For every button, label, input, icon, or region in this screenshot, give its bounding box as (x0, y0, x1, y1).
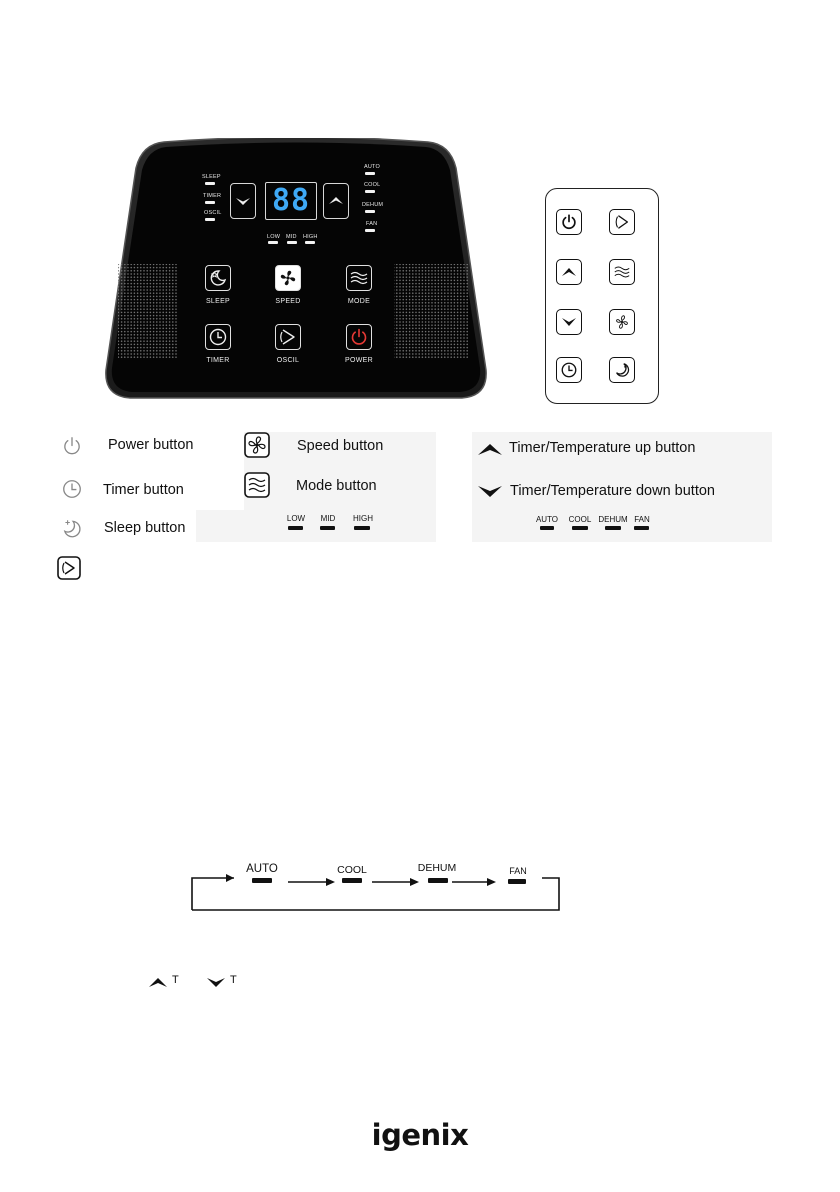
power-icon (349, 327, 369, 347)
legend-indicator-label-auto: AUTO (535, 515, 559, 524)
legend-oscil-icon-wrap (51, 553, 87, 585)
timer-icon (208, 327, 228, 347)
arrow-note-down-fragment: T (230, 974, 237, 986)
display-digits: 88 (271, 183, 311, 218)
indicator-led-high (305, 241, 315, 244)
sleep-icon (613, 361, 631, 379)
flow-bar-auto (252, 878, 272, 883)
flow-bar-dehum (428, 878, 448, 883)
legend-indicator-bar-cool (572, 526, 588, 530)
legend-sleep-text: Sleep button (104, 520, 186, 536)
chevron-up-icon (148, 977, 168, 988)
remote-timer-button[interactable] (556, 357, 582, 383)
legend-indicator-label-cool: COOL (568, 515, 592, 524)
legend-mode-text: Mode button (296, 478, 377, 494)
oscillation-icon (52, 554, 86, 584)
fan-icon (613, 313, 631, 331)
remote-power-button[interactable] (556, 209, 582, 235)
legend-indicator-label-fan: FAN (634, 515, 650, 524)
legend-timer-icon-wrap (60, 477, 84, 501)
chevron-down-icon (561, 316, 577, 328)
panel-speed-button[interactable] (275, 265, 301, 291)
remote-oscil-button[interactable] (609, 209, 635, 235)
legend-down-icon-wrap (476, 484, 504, 500)
sleep-icon (61, 517, 83, 539)
arrow-head (326, 878, 335, 886)
panel-power-label: POWER (345, 357, 373, 364)
panel-mode-button[interactable] (346, 265, 372, 291)
panel-sleep-button[interactable] (205, 265, 231, 291)
control-panel (104, 138, 488, 400)
legend-up-icon-wrap (476, 441, 504, 457)
power-icon (560, 213, 578, 231)
indicator-label-high: HIGH (303, 234, 318, 240)
panel-down-button[interactable] (230, 183, 256, 219)
legend-speed-icon-wrap (243, 431, 271, 459)
panel-sleep-label: SLEEP (205, 298, 231, 305)
legend-mode-icon-wrap (243, 471, 271, 499)
panel-power-button[interactable] (346, 324, 372, 350)
flow-label-auto: AUTO (246, 863, 278, 875)
remote-down-button[interactable] (556, 309, 582, 335)
legend-indicator-bar-mid (320, 526, 335, 530)
indicator-label-oscil: OSCIL (204, 210, 222, 216)
panel-speed-label: SPEED (275, 298, 301, 305)
legend-speed-text: Speed button (297, 438, 384, 454)
flow-label-fan: FAN (509, 866, 527, 876)
timer-icon (560, 361, 578, 379)
panel-timer-button[interactable] (205, 324, 231, 350)
oscillation-icon (613, 213, 631, 231)
chevron-up-icon (477, 442, 503, 456)
indicator-label-cool: COOL (364, 182, 381, 188)
remote-mode-button[interactable] (609, 259, 635, 285)
flow-label-dehum: DEHUM (417, 862, 457, 874)
speaker-grille-left (118, 264, 178, 358)
legend-indicator-bar-high (354, 526, 370, 530)
indicator-label-sleep: SLEEP (202, 174, 221, 180)
legend-indicator-bar-fan (634, 526, 649, 530)
fan-icon (243, 431, 271, 459)
sleep-icon (208, 268, 228, 288)
legend-indicator-bar-auto (540, 526, 554, 530)
legend-indicator-label-dehum: DEHUM (598, 515, 628, 524)
mode-icon (349, 268, 369, 288)
indicator-label-low: LOW (267, 234, 281, 240)
indicator-label-auto: AUTO (364, 164, 380, 170)
legend-indicator-label-mid: MID (320, 514, 336, 523)
chevron-down-icon (477, 485, 503, 499)
indicator-label-dehum: DEHUM (362, 202, 384, 208)
legend-sleep-icon-wrap (60, 516, 84, 540)
mode-icon (613, 263, 631, 281)
power-icon (61, 435, 83, 457)
fan-icon (278, 268, 298, 288)
indicator-led-cool (365, 190, 375, 193)
chevron-up-icon (561, 266, 577, 278)
legend-indicator-label-high: HIGH (353, 514, 373, 523)
indicator-label-mid: MID (286, 234, 297, 240)
remote-speed-button[interactable] (609, 309, 635, 335)
panel-up-button[interactable] (323, 183, 349, 219)
panel-mode-label: MODE (347, 298, 371, 305)
legend-power-text: Power button (108, 437, 194, 453)
mode-icon (243, 471, 271, 499)
indicator-led-sleep (205, 182, 215, 185)
legend-indicator-label-low: LOW (286, 514, 306, 523)
remote-control (545, 188, 659, 404)
legend-down-text: Timer/Temperature down button (510, 483, 715, 499)
arrow-head (226, 874, 234, 882)
indicator-led-timer (205, 201, 215, 204)
indicator-led-fan (365, 229, 375, 232)
flow-bar-fan (508, 879, 526, 884)
oscillation-icon (278, 327, 298, 347)
indicator-label-fan: FAN (366, 221, 378, 227)
chevron-down-icon (235, 195, 251, 207)
flow-label-cool: COOL (337, 864, 367, 876)
panel-oscil-label: OSCIL (276, 357, 300, 364)
indicator-led-oscil (205, 218, 215, 221)
chevron-up-icon (328, 195, 344, 207)
brand-logo: igenix (371, 1118, 469, 1152)
temperature-display (265, 182, 317, 220)
legend-indicator-bar-low (288, 526, 303, 530)
indicator-label-timer: TIMER (203, 193, 222, 199)
arrow-note (148, 975, 268, 991)
flow-bar-cool (342, 878, 362, 883)
panel-oscil-button[interactable] (275, 324, 301, 350)
panel-timer-label: TIMER (206, 357, 230, 364)
indicator-led-mid (287, 241, 297, 244)
legend-indicator-bar-dehum (605, 526, 621, 530)
legend-up-text: Timer/Temperature up button (509, 440, 696, 456)
timer-icon (61, 478, 83, 500)
indicator-led-low (268, 241, 278, 244)
arrow-head (410, 878, 419, 886)
remote-sleep-button[interactable] (609, 357, 635, 383)
mode-cycle-diagram (190, 862, 562, 914)
arrow-head (487, 878, 496, 886)
arrow-note-up-fragment: T (172, 974, 179, 986)
legend-power-icon-wrap (60, 434, 84, 458)
legend-timer-text: Timer button (103, 482, 184, 498)
speaker-grille-right (394, 264, 468, 358)
indicator-led-auto (365, 172, 375, 175)
remote-up-button[interactable] (556, 259, 582, 285)
indicator-led-dehum (365, 210, 375, 213)
chevron-down-icon (206, 977, 226, 988)
